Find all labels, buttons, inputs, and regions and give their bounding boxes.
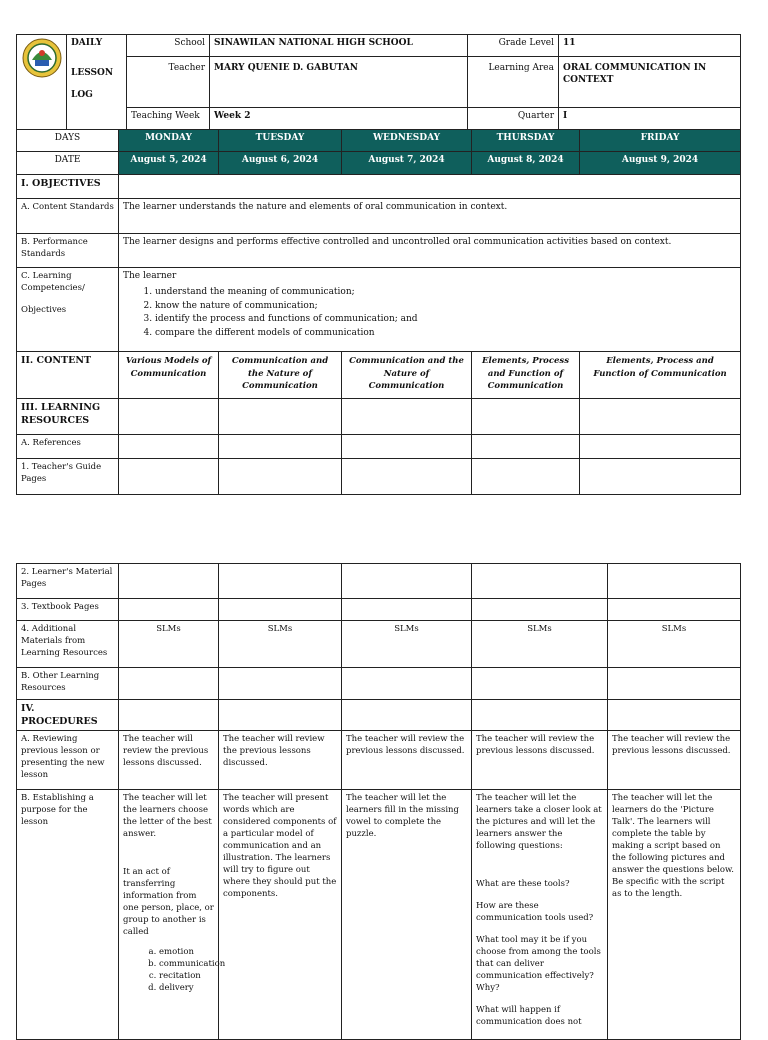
logo-cell [17,35,67,130]
lesson-table [16,129,741,495]
purpose-label: B. Establishing a purpose for the lesson [17,790,119,1040]
am-wednesday: SLMs [342,621,472,668]
review-friday: The teacher will review the previous lessons discussed. [608,731,741,790]
competencies-label-line2: Objectives [21,305,67,315]
competency-item: 4. compare the different models of communication [155,327,736,341]
thursday-question-3: What tool may it be if you choose from among the tools that can deliver communication effectively? Why? [476,935,601,993]
content-tuesday: Communication and the Nature of Communication [219,352,342,399]
objectives-heading: I. OBJECTIVES [17,175,119,199]
purpose-tuesday: The teacher will present words which are considered components of a particular model of communication and an illustration. The learners will try to figure out where they should put the components. [219,790,342,1040]
teachers-guide-label: 1. Teacher's Guide Pages [17,459,119,495]
am-friday: SLMs [608,621,741,668]
competency-item: 1. understand the meaning of communication; [155,286,736,300]
review-monday: The teacher will review the previous lessons discussed. [119,731,219,790]
content-standards-label: A. Content Standards [17,199,119,234]
week-value: Week 2 [210,108,468,130]
choice-item: b. communication [159,958,214,970]
area-label: Learning Area [468,57,559,108]
purpose-wednesday: The teacher will let the learners fill in the missing vowel to complete the puzzle. [342,790,472,1040]
other-resources-label: B. Other Learning Resources [17,668,119,700]
procedures-heading: IV. PROCEDURES [17,700,119,731]
teacher-value: MARY QUENIE D. GABUTAN [210,57,468,108]
date-label: DATE [17,152,119,175]
grade-value: 11 [559,35,741,57]
date-wednesday: August 7, 2024 [342,152,472,175]
thursday-question-2: How are these communication tools used? [476,901,594,923]
day-monday: MONDAY [119,130,219,152]
competencies-value [119,268,741,352]
content-wednesday: Communication and the Nature of Communication [342,352,472,399]
review-thursday: The teacher will review the previous lessons discussed. [472,731,608,790]
monday-question: It an act of transferring information from one person, place, or group to another is called [123,867,214,937]
choice-item: a. emotion [159,946,214,958]
competencies-label-line1: C. Learning Competencies/ [21,271,85,293]
review-wednesday: The teacher will review the previous lessons discussed. [342,731,472,790]
day-friday: FRIDAY [580,130,741,152]
quarter-label: Quarter [468,108,559,130]
title-line-2: LESSON [71,67,114,78]
performance-standards-label: B. Performance Standards [17,234,119,268]
title-lines-2-3 [67,57,127,108]
monday-choices [123,946,226,994]
monday-intro: The teacher will let the learners choose the letter of the best answer. [123,793,212,839]
school-label: School [127,35,210,57]
competency-item: 2. know the nature of communication; [155,300,736,314]
performance-standards-value: The learner designs and performs effective controlled and uncontrolled oral communication activities based on context. [119,234,741,268]
review-tuesday: The teacher will review the previous lessons discussed. [219,731,342,790]
date-thursday: August 8, 2024 [472,152,580,175]
school-seal-icon [22,38,62,78]
week-label: Teaching Week [127,108,210,130]
am-monday: SLMs [119,621,219,668]
choice-item: c. recitation [159,970,214,982]
competencies-intro: The learner [123,271,177,281]
textbook-label: 3. Textbook Pages [17,599,119,621]
learners-material-label: 2. Learner's Material Pages [17,564,119,599]
content-friday: Elements, Process and Function of Communication [580,352,741,399]
choice-item: d. delivery [159,982,214,994]
title-line-1: DAILY [67,35,127,57]
teacher-label: Teacher [127,57,210,108]
content-heading: II. CONTENT [17,352,119,399]
am-thursday: SLMs [472,621,608,668]
date-monday: August 5, 2024 [119,152,219,175]
thursday-question-4: What will happen if communication does not [476,1005,582,1027]
school-value: SINAWILAN NATIONAL HIGH SCHOOL [210,35,468,57]
lesson-table-continued [16,563,741,1040]
competency-item: 3. identify the process and functions of communication; and [155,313,736,327]
date-friday: August 9, 2024 [580,152,741,175]
grade-label: Grade Level [468,35,559,57]
thursday-intro: The teacher will let the learners take a closer look at the pictures and will let the learners answer the following questions: [476,793,602,851]
quarter-value: I [559,108,741,130]
day-thursday: THURSDAY [472,130,580,152]
purpose-thursday [472,790,608,1040]
title-line-3: LOG [71,89,93,100]
content-thursday: Elements, Process and Function of Communication [472,352,580,399]
date-tuesday: August 6, 2024 [219,152,342,175]
resources-heading: III. LEARNING RESOURCES [17,399,119,435]
thursday-question-1: What are these tools? [476,879,570,889]
reviewing-label: A. Reviewing previous lesson or presenting the new lesson [17,731,119,790]
content-monday: Various Models of Communication [119,352,219,399]
day-wednesday: WEDNESDAY [342,130,472,152]
purpose-friday: The teacher will let the learners do the 'Picture Talk'. The learners will complete the table by making a script based on the following pictures and answer the questions below. Be specific with the script as to the length. [608,790,741,1040]
additional-materials-label: 4. Additional Materials from Learning Resources [17,621,119,668]
day-tuesday: TUESDAY [219,130,342,152]
header-table [16,34,741,130]
competencies-label [17,268,119,352]
am-tuesday: SLMs [219,621,342,668]
area-value: ORAL COMMUNICATION IN CONTEXT [559,57,741,108]
content-standards-value: The learner understands the nature and elements of oral communication in context. [119,199,741,234]
references-label: A. References [17,435,119,459]
purpose-monday [119,790,226,1040]
days-label: DAYS [17,130,119,152]
competencies-list [123,286,736,340]
